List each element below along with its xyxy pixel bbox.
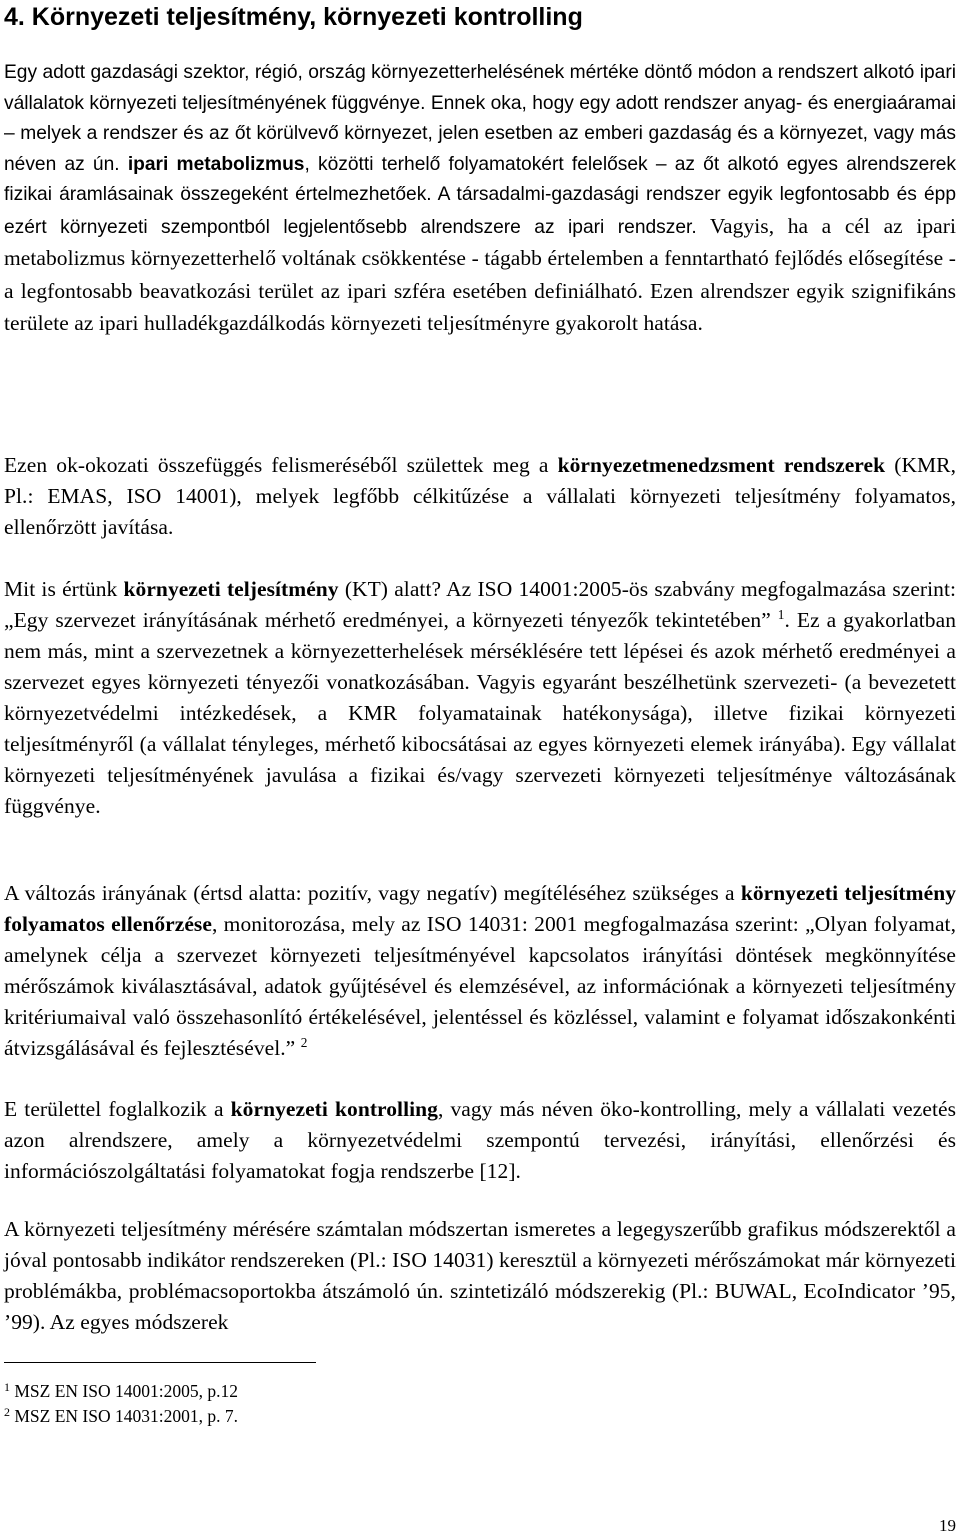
p2-text-c: (KMR, Pl.: EMAS, ISO 14001), melyek legfőbb célkitűzése a vállalati környezeti teljesítmény folyamatos, ellenőrzött javítása.: [4, 453, 957, 539]
footnote-1-number: 1: [4, 1380, 10, 1394]
p3-text-c: (KT) alatt? Az ISO 14001:2005-ös szabvány megfogalmazása szerint: „Egy szervezet irányításának mérhető eredményei, a környezeti tényezők tekintetében”: [4, 577, 957, 632]
p1-text-c: , közötti terhelő folyamatokért felelősek – az őt alkotó egyes alrendszerek fizikai áramlásainak összegeként értelmezhetőek. A társadalmi-gazdasági rendszer egyik legfontosabb és épp ezért környezeti szempontból legjelentősebb alrendszere az ipari rendszer.: [4, 153, 956, 238]
paragraph-2: [4, 450, 956, 543]
footnote-separator: [4, 1362, 316, 1363]
p2-bold-term: környezetmenedzsment rendszerek: [557, 453, 886, 477]
p2-text-a: Ezen ok-okozati összefüggés felismeréséből születtek meg a: [4, 453, 558, 477]
footnote-2-text: MSZ EN ISO 14031:2001, p. 7.: [10, 1406, 238, 1426]
footnote-1-text: MSZ EN ISO 14001:2005, p.12: [10, 1381, 238, 1401]
footnote-ref-2: 2: [300, 1034, 308, 1050]
paragraph-4: [4, 878, 956, 1064]
p1-text-a: Egy adott gazdasági szektor, régió, ország környezetterhelésének mértéke döntő módon a rendszert alkotó ipari vállalatok környezeti teljesítményének függvénye. Ennek oka, hogy egy adott rendszer anyag- és energiaáramai – melyek a rendszer és az őt körülvevő környezet, jelen esetben az emberi gazdaság és a környezet, vagy más néven az ún.: [4, 62, 956, 175]
p3-text-d: . Ez a gyakorlatban nem más, mint a szervezetnek a környezetterhelések mérséklésére tett lépései és azok mérhető eredményei a szervezet egyes környezeti tényezői vonatkozásában. Vagyis egyaránt beszélhetünk szervezeti- (a bevezetett környezetvédelmi intézkedések, a KMR folyamatainak hatékonysága), illetve fizikai környezeti teljesítményről (a vállalat tényleges, mérhető kibocsátásai az egyes környezeti elemek irányába). Egy vállalat környezeti teljesítményének javulása a fizikai és/vagy szervezeti környezeti teljesítménye változásának függvénye.: [4, 608, 957, 818]
p3-text-a: Mit is értünk: [4, 577, 124, 601]
paragraph-1: [4, 58, 956, 341]
footnote-2-number: 2: [4, 1405, 10, 1419]
p3-bold-term: környezeti teljesítmény: [123, 577, 339, 601]
section-heading: 4. Környezeti teljesítmény, környezeti kontrolling: [4, 3, 583, 31]
paragraph-3: [4, 574, 956, 822]
p5-text-c: , vagy más néven öko-kontrolling, mely a vállalati vezetés azon alrendszere, amely a környezetvédelmi szempontú tervezési, irányítási, ellenőrzési és információszolgáltatási folyamatokat fogja rendszerbe [12].: [4, 1097, 956, 1183]
p5-text-a: E területtel foglalkozik a: [4, 1097, 231, 1121]
p1-text-d: Vagyis, ha a cél az ipari metabolizmus környezetterhelő voltának csökkentése - tágabb értelemben a fenntartható fejlődés elősegítése - a legfontosabb beavatkozási terület az ipari szféra esetében definiálható. Ezen alrendszer egyik szignifikáns területe az ipari hulladékgazdálkodás környezeti teljesítményre gyakorolt hatása.: [4, 213, 956, 335]
p1-bold-term: ipari metabolizmus: [127, 153, 305, 175]
footnote-1: [4, 1380, 238, 1402]
p4-text-c: , monitorozása, mely az ISO 14031: 2001 megfogalmazása szerint: „Olyan folyamat, amelynek célja a szervezet környezeti teljesítményével kapcsolatos irányítási döntések megkönnyítése mérőszámok kiválasztásával, adatok gyűjtésével és elemzésével, az információnak a környezeti teljesítmény kritériumaival való összehasonlító értékelésével, jelentéssel és közléssel, valamint e folyamat időszakonkénti átvizsgálásával és fejlesztésével.”: [4, 912, 956, 1060]
paragraph-5: [4, 1094, 956, 1187]
footnote-2: [4, 1405, 238, 1427]
p4-text-a: A változás irányának (értsd alatta: pozitív, vagy negatív) megítéléséhez szükséges a: [4, 881, 741, 905]
footnote-ref-1: 1: [777, 606, 785, 622]
p5-bold-term: környezeti kontrolling: [230, 1097, 438, 1121]
page-number: 19: [939, 1516, 956, 1535]
document-page: [4, 0, 956, 1536]
p4-bold-term: környezeti teljesítmény folyamatos ellenőrzése: [4, 881, 956, 936]
paragraph-6: A környezeti teljesítmény mérésére számtalan módszertan ismeretes a legegyszerűbb grafikus módszerektől a jóval pontosabb indikátor rendszereken (Pl.: ISO 14031) keresztül a környezeti mérőszámokat már környezeti problémákba, problémacsoportokba átszámoló ún. szintetizáló módszerekig (Pl.: BUWAL, EcoIndicator ’95, ’99). Az egyes módszerek: [4, 1217, 956, 1334]
